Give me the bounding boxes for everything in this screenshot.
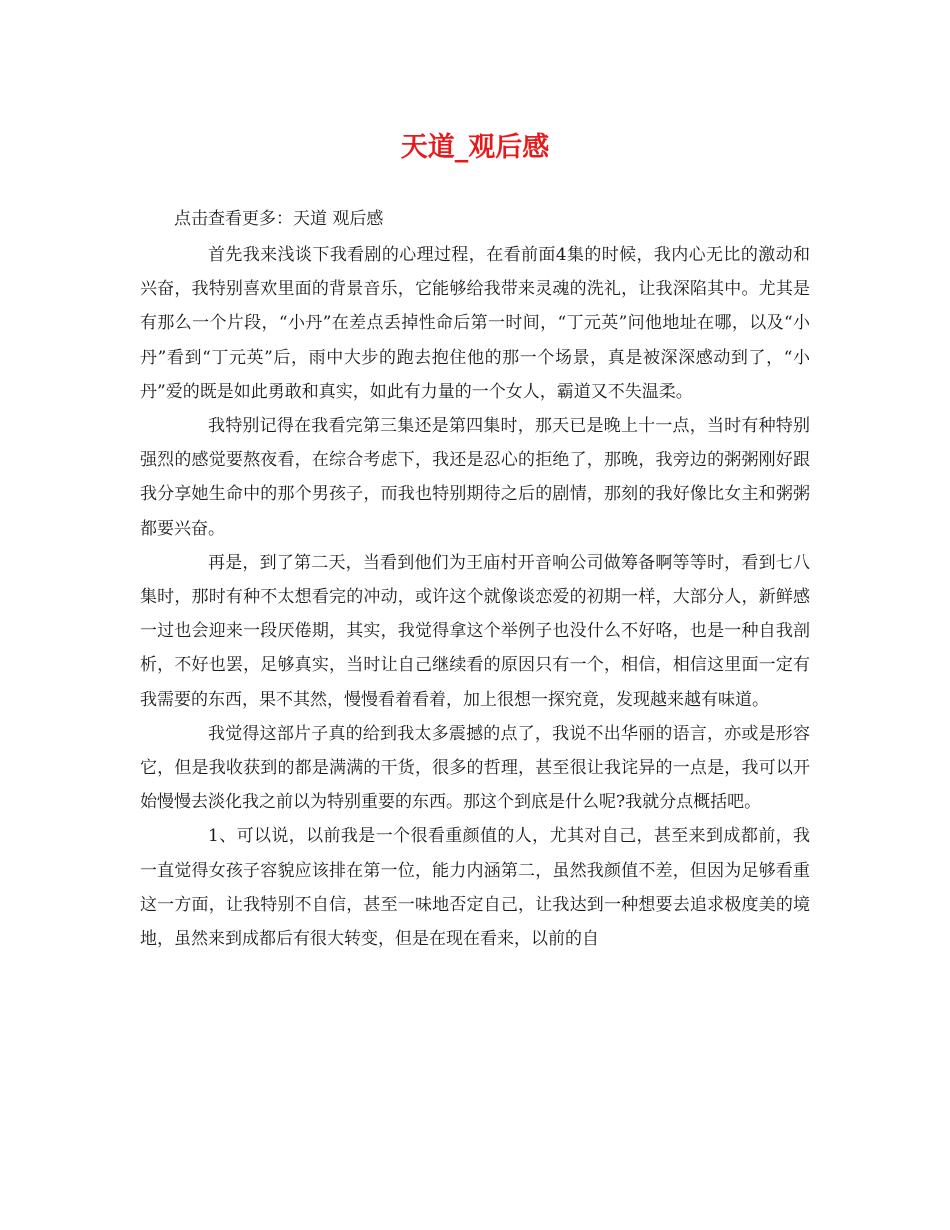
document-body [140,200,810,956]
paragraph-4: 我觉得这部片子真的给到我太多震撼的点了，我说不出华丽的语言，亦或是形容它，但是我收获到的都是满满的干货，很多的哲理，甚至很让我诧异的一点是，我可以开始慢慢去淡化我之前以为特别重要的东西。那这个到底是什么呢?我就分点概括吧。 [140,723,810,813]
paragraph-1: 首先我来浅谈下我看剧的心理过程，在看前面4集的时候，我内心无比的激动和兴奋，我特别喜欢里面的背景音乐，它能够给我带来灵魂的洗礼，让我深陷其中。尤其是有那么一个片段，“小丹”在差点丢掉性命后第一时间，“丁元英”问他地址在哪，以及“小丹”看到“丁元英”后，雨中大步的跑去抱住他的那一个场景，真是被深深感动到了，“小丹”爱的既是如此勇敢和真实，如此有力量的一个女人，霸道又不失温柔。 [140,245,810,402]
paragraph-5: 1、可以说，以前我是一个很看重颜值的人，尤其对自己，甚至来到成都前，我一直觉得女孩子容貌应该排在第一位，能力内涵第二，虽然我颜值不差，但因为足够看重这一方面，让我特别不自信，甚至一味地否定自己，让我达到一种想要去追求极度美的境地，虽然来到成都后有很大转变，但是在现在看来，以前的自 [140,826,810,950]
paragraph-3: 再是，到了第二天，当看到他们为王庙村开音响公司做筹备啊等等时，看到七八集时，那时有种不太想看完的冲动，或许这个就像谈恋爱的初期一样，大部分人，新鲜感一过也会迎来一段厌倦期，其实，我觉得拿这个举例子也没什么不好咯，也是一种自我剖析，不好也罢，足够真实，当时让自己继续看的原因只有一个，相信，相信这里面一定有我需要的东西，果不其然，慢慢看着看着，加上很想一探究竟，发现越来越有味道。 [140,552,810,710]
more-link-line: 点击查看更多：天道 观后感 [174,209,384,229]
document-title: 天道_观后感 [400,132,550,163]
paragraph-2: 我特别记得在我看完第三集还是第四集时，那天已是晚上十一点，当时有种特别强烈的感觉要熬夜看，在综合考虑下，我还是忍心的拒绝了，那晚，我旁边的粥粥刚好跟我分享她生命中的那个男孩子，而我也特别期待之后的剧情，那刻的我好像比女主和粥粥都要兴奋。 [140,416,810,539]
